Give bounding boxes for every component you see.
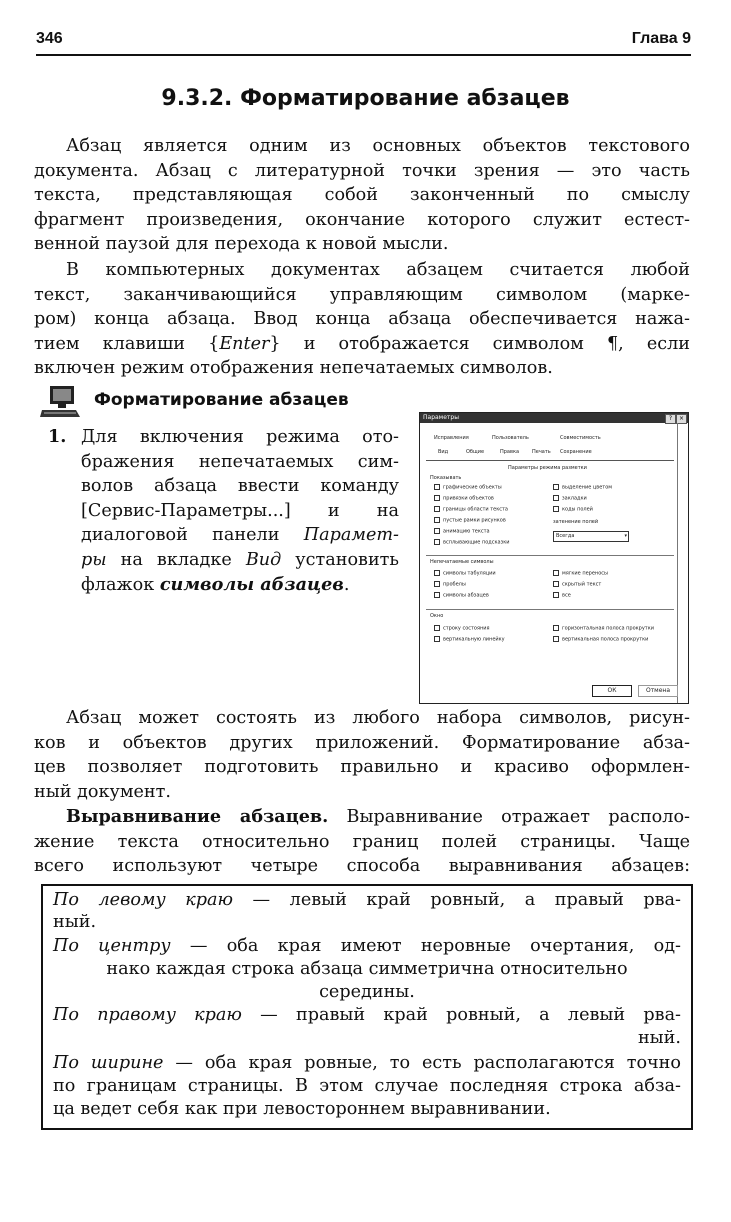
cb-animation[interactable]: анимацию текста xyxy=(434,528,490,535)
cb-text-bounds[interactable]: границы области текста xyxy=(434,506,508,513)
cancel-button[interactable]: Отмена xyxy=(638,685,678,697)
align-right-line-1: По правому краю — правый край ровный, а левый рва- xyxy=(53,1005,681,1025)
practice-heading xyxy=(40,384,400,418)
cb-highlight[interactable]: выделение цветом xyxy=(553,484,612,491)
tab-general[interactable]: Общие xyxy=(466,449,485,455)
cb-tooltips[interactable]: всплывающие подсказки xyxy=(434,539,510,546)
page-header xyxy=(36,28,691,56)
section-title: 9.3.2. Форматирование абзацев xyxy=(161,86,570,111)
field-shading-label: затенение полей xyxy=(553,519,599,525)
tab-print[interactable]: Печать xyxy=(532,449,551,455)
p1-line-1: Абзац является одним из основных объектов текстового xyxy=(66,136,690,156)
cb-all[interactable]: все xyxy=(553,592,571,599)
align-left-line-2: ный. xyxy=(53,912,97,932)
align-width-line-1: По ширине — оба края ровные, то есть располагаются точно xyxy=(53,1053,682,1073)
cb-hidden-text[interactable]: скрытый текст xyxy=(553,581,601,588)
page-number: 346 xyxy=(36,30,63,47)
p2-line-1: В компьютерных документах абзацем считается любой xyxy=(66,260,690,280)
align-right-line-2: ный. xyxy=(637,1028,681,1048)
p1-line-4: фрагмент произведения, окончание которого служит естест- xyxy=(34,209,690,230)
p1-line-2: документа. Абзац с литературной точки зрения — это часть xyxy=(34,160,690,181)
p2-line-2: текст, заканчивающийся управляющим символом (марке- xyxy=(34,284,690,305)
p1-line-5: венной паузой для перехода к новой мысли. xyxy=(34,234,449,255)
step-number: 1. xyxy=(48,426,67,447)
practice-title: Форматирование абзацев xyxy=(94,390,349,410)
cb-soft-hyphens[interactable]: мягкие переносы xyxy=(553,570,608,577)
step-body: Для включения режима ото- бражения непечатаемых сим- волов абзаца ввести команду [Сервис-Параметры...] и на диалоговой панели Парамет- ры на вкладке Вид установить флажок символы абзацев. xyxy=(81,427,399,595)
cb-paragraph-marks[interactable]: символы абзацев xyxy=(434,592,489,599)
cb-tabs[interactable]: символы табуляции xyxy=(434,570,496,577)
align-left-line-1: По левому краю — левый край ровный, а правый рва- xyxy=(53,890,681,910)
tab-view[interactable]: Вид xyxy=(438,449,449,455)
tab-save[interactable]: Сохранение xyxy=(560,449,592,455)
cb-bookmarks[interactable]: закладки xyxy=(553,495,587,502)
cb-picture-frames[interactable]: пустые рамки рисунков xyxy=(434,517,506,524)
tab-compat[interactable]: Совместимость xyxy=(560,435,601,441)
group-show-label: Показывать xyxy=(430,475,462,481)
ok-button[interactable]: ОК xyxy=(592,685,632,697)
cb-anchors[interactable]: привязки объектов xyxy=(434,495,494,502)
align-center-line-2: нако каждая строка абзаца симметрична относительно xyxy=(106,959,628,979)
computer-icon xyxy=(40,384,80,418)
group-nonprint-label: Непечатаемые символы xyxy=(430,559,494,565)
options-dialog-screenshot xyxy=(419,412,689,704)
cb-graphics[interactable]: графические объекты xyxy=(434,484,502,491)
dialog-titlebar xyxy=(420,413,688,423)
align-width-line-3: ца ведет себя как при левостороннем выравнивании. xyxy=(53,1099,551,1119)
paragraph-1 xyxy=(34,134,690,257)
cb-status-bar[interactable]: строку состояния xyxy=(434,625,490,632)
paragraph-2 xyxy=(34,258,691,381)
group-window-label: Окно xyxy=(430,613,444,619)
p1-line-3: текста, представляющая собой законченный по смыслу xyxy=(34,185,690,206)
alignment-term: Выравнивание абзацев. xyxy=(66,806,329,827)
paragraph-4: Выравнивание абзацев. Выравнивание отражает располо- жение текста относительно границ полей страницы. Чаще всего используют четыре способа выравнивания абзацев: xyxy=(34,806,690,877)
group-divider-2 xyxy=(426,609,674,610)
cb-v-scroll[interactable]: вертикальная полоса прокрутки xyxy=(553,636,648,643)
dialog-scrollbar[interactable] xyxy=(677,423,688,703)
p2-line-4: тием клавиши {Enter} и отображается символом ¶, если xyxy=(34,333,691,354)
field-shading-select[interactable]: Всегда ▾ xyxy=(553,531,629,542)
dialog-title: Параметры xyxy=(423,414,459,421)
paragraph-3: Абзац может состоять из любого набора символов, рисун- ков и объектов других приложений. Форматирование абза- цев позволяет подготовить правильно и красиво оформлен- ный документ. xyxy=(34,708,690,802)
chevron-down-icon: ▾ xyxy=(624,533,627,539)
cb-spaces[interactable]: пробелы xyxy=(434,581,466,588)
cb-field-codes[interactable]: коды полей xyxy=(553,506,593,513)
tab-user[interactable]: Пользователь xyxy=(492,435,529,441)
cb-vertical-ruler[interactable]: вертикальную линейку xyxy=(434,636,505,643)
tab-edit[interactable]: Правка xyxy=(500,449,520,455)
tab-corrections[interactable]: Исправления xyxy=(434,435,469,441)
p2-line-3: ром) конца абзаца. Ввод конца абзаца обеспечивается нажа- xyxy=(34,309,690,330)
align-center-line-3: середины. xyxy=(319,982,415,1002)
tab-divider xyxy=(426,460,674,461)
close-button[interactable]: × xyxy=(676,414,687,424)
p2-line-5: включен режим отображения непечатаемых символов. xyxy=(34,358,553,379)
help-button[interactable]: ? xyxy=(665,414,676,424)
key-enter: Enter xyxy=(219,333,270,354)
group-divider-1 xyxy=(426,555,674,556)
dialog-subtitle: Параметры режима разметки xyxy=(508,465,587,471)
cb-h-scroll[interactable]: горизонтальная полоса прокрутки xyxy=(553,625,654,632)
align-width-line-2: по границам страницы. В этом случае последняя строка абза- xyxy=(53,1076,681,1096)
chapter-label: Глава 9 xyxy=(631,30,691,47)
align-center-line-1: По центру — оба края имеют неровные очертания, од- xyxy=(53,936,681,956)
alignment-types-box xyxy=(41,884,693,1130)
